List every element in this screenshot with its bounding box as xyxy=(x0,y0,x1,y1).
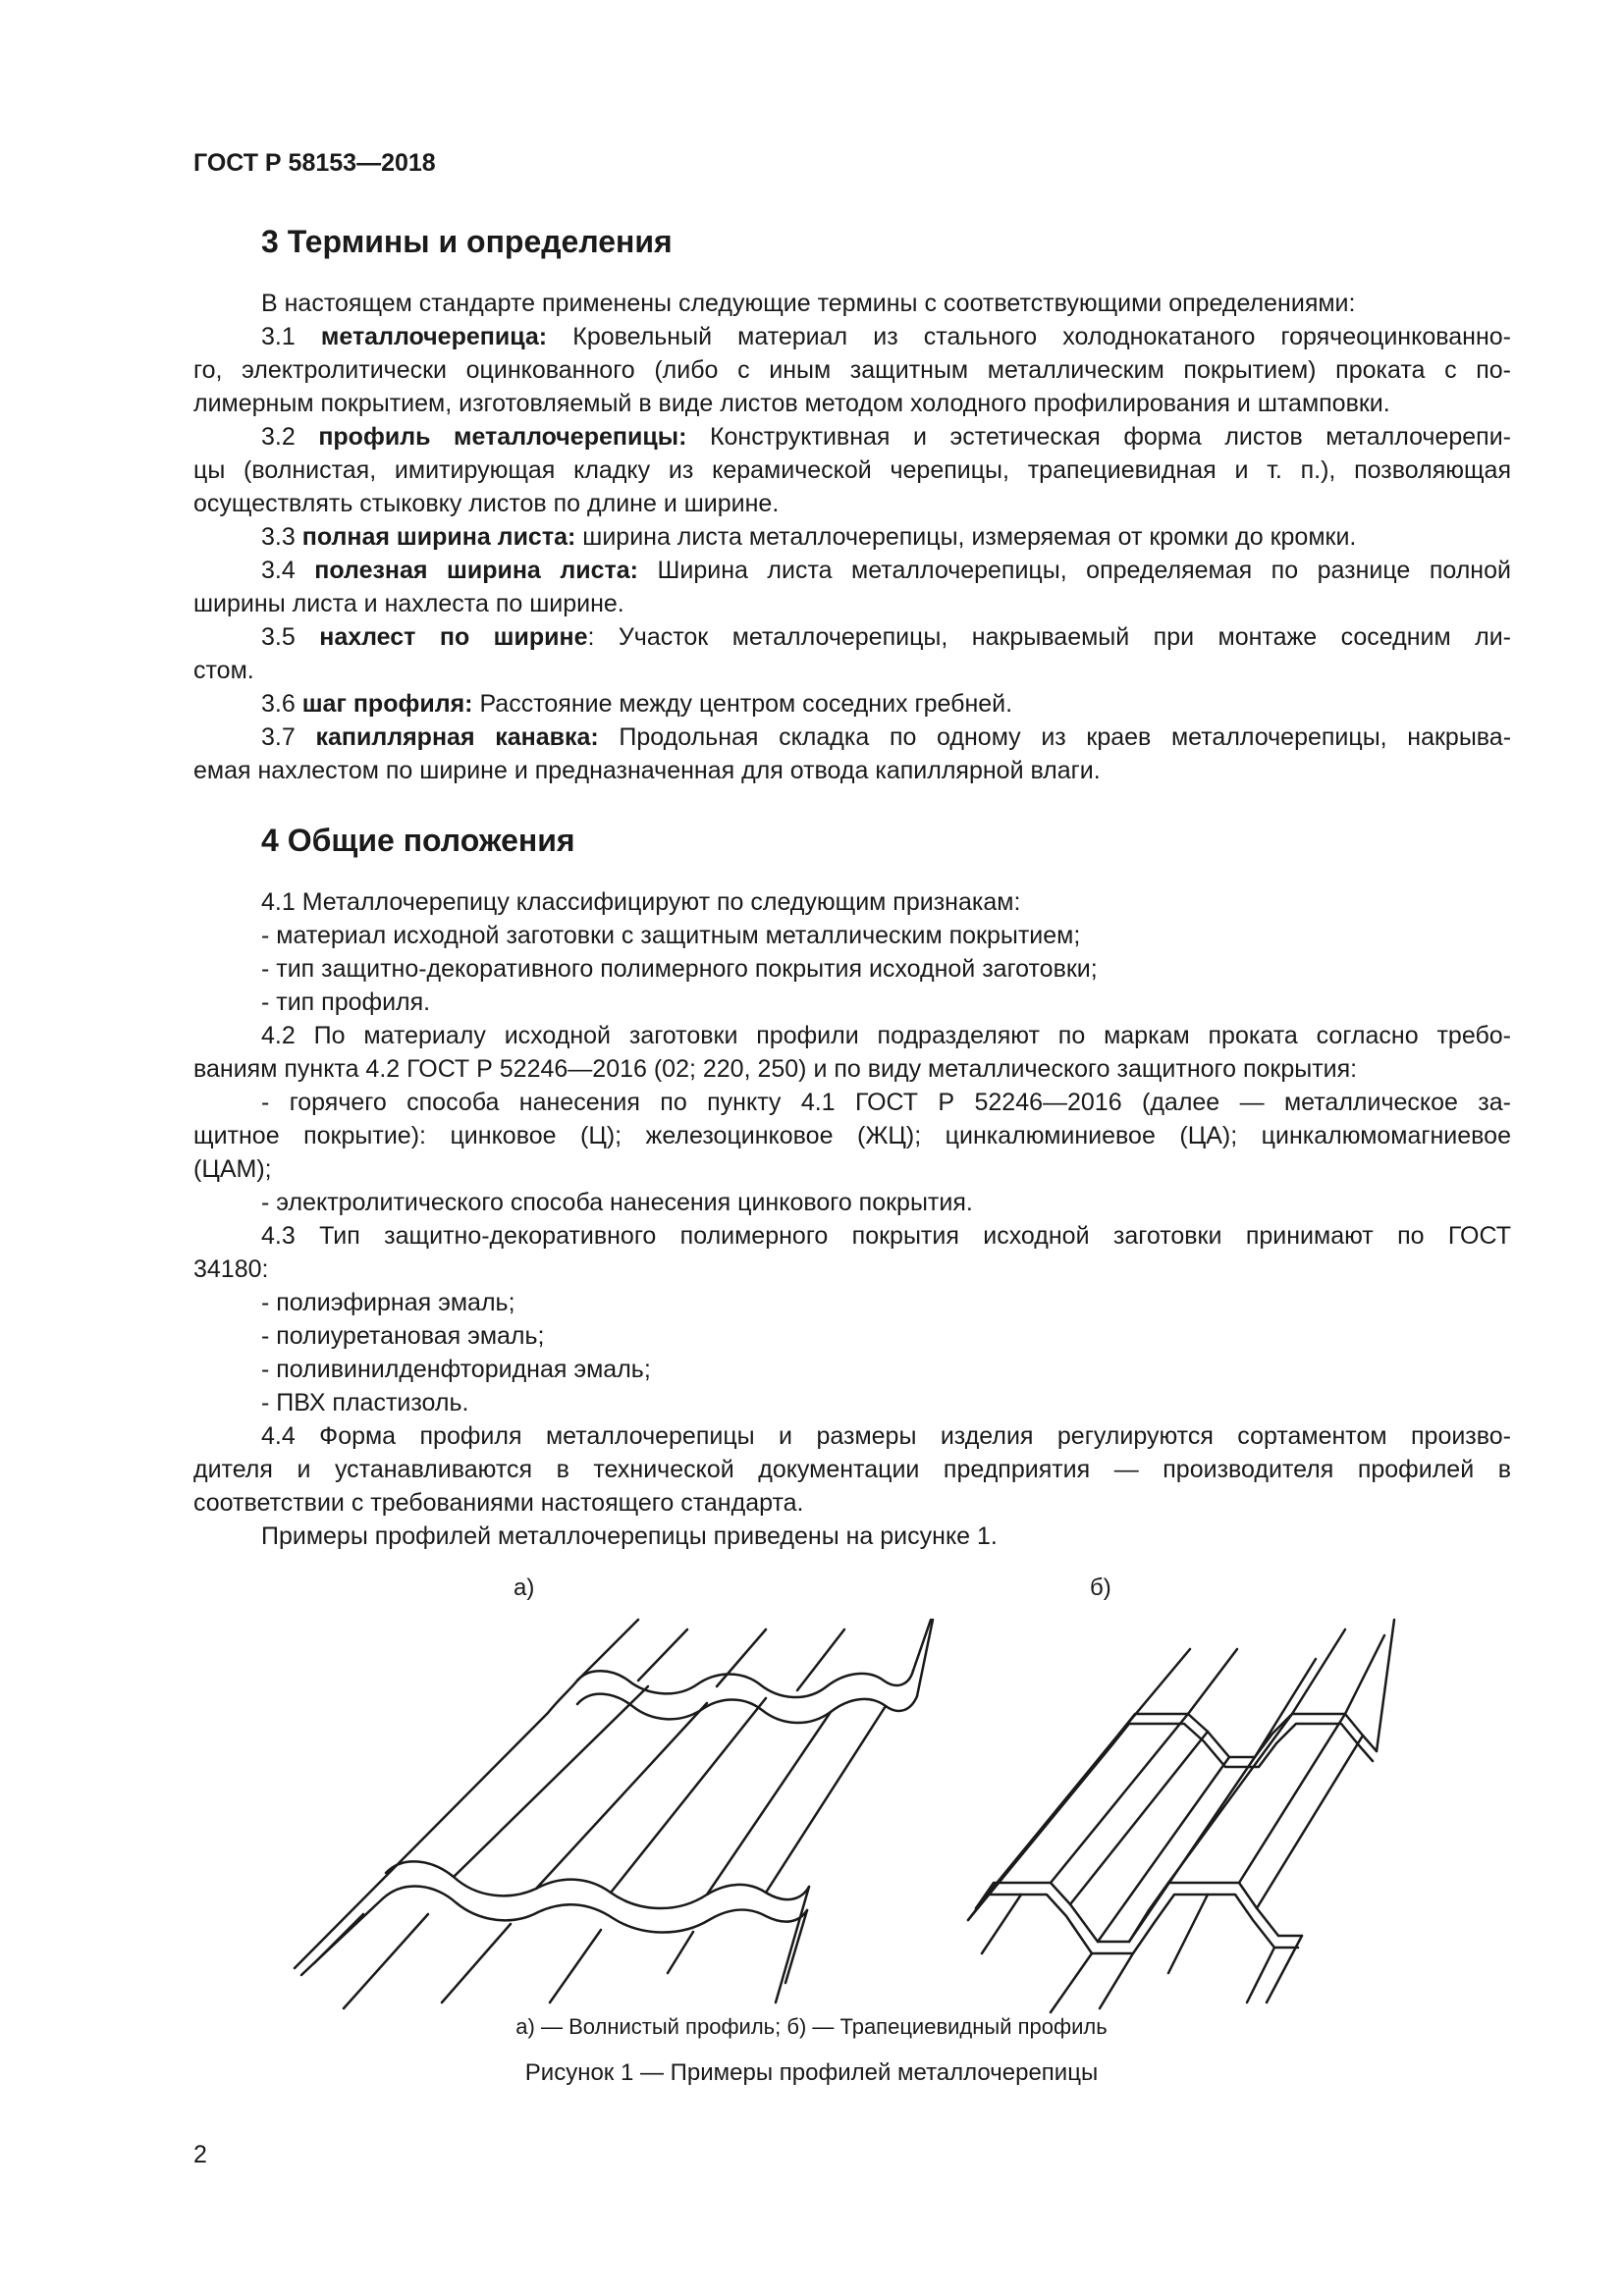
term-3-1: 3.1 металлочерепица: Кровельный материал из стального холоднокатаного горячеоцинкованно- xyxy=(261,323,1511,350)
list-item: - тип профиля. xyxy=(261,988,431,1016)
para-4-2-a-line2: щитное покрытие): цинковое (Ц); железоцинковое (ЖЦ); цинкалюминиевое (ЦА); цинкалюмомагниевое xyxy=(193,1122,1511,1149)
term-3-7-line2: емая нахлестом по ширине и предназначенная для отвода капиллярной влаги. xyxy=(193,757,1101,784)
list-item: - поливинилденфторидная эмаль; xyxy=(261,1356,651,1383)
term-3-5-line2: стом. xyxy=(193,657,254,684)
para-4-2-line2: ваниям пункта 4.2 ГОСТ Р 52246—2016 (02; 220, 250) и по виду металлического защитного покрытия: xyxy=(193,1055,1358,1083)
trapezoidal-profile-drawing xyxy=(968,1620,1394,2012)
section-4-title: 4 Общие положения xyxy=(261,823,575,858)
page-number: 2 xyxy=(193,2141,207,2168)
section-3-intro: В настоящем стандарте применены следующие термины с соответствующими определениями: xyxy=(261,290,1356,317)
para-4-3-line2: 34180: xyxy=(193,1255,269,1283)
figure-label-b: б) xyxy=(1090,1575,1111,1601)
para-4-2-b: - электролитического способа нанесения цинкового покрытия. xyxy=(261,1189,973,1216)
term-3-1-line2: го, электролитически оцинкованного (либо с иным защитным металлическим покрытием) проката с по- xyxy=(193,356,1511,384)
para-4-4-line4: Примеры профилей металлочерепицы приведены на рисунке 1. xyxy=(261,1522,998,1550)
figure-caption: Рисунок 1 — Примеры профилей металлочерепицы xyxy=(524,2059,1099,2086)
term-3-4: 3.4 полезная ширина листа: Ширина листа металлочерепицы, определяемая по разнице полной xyxy=(261,557,1511,584)
list-item: - тип защитно-декоративного полимерного покрытия исходной заготовки; xyxy=(261,955,1098,983)
term-3-2: 3.2 профиль металлочерепицы: Конструктивная и эстетическая форма листов металлочерепи- xyxy=(261,423,1511,451)
para-4-2-a: - горячего способа нанесения по пункту 4.1 ГОСТ Р 52246—2016 (далее — металлическое за- xyxy=(261,1089,1511,1116)
figure-legend: а) — Волнистый профиль; б) — Трапециевидный профиль xyxy=(515,2014,1108,2039)
list-item: - полиуретановая эмаль; xyxy=(261,1322,545,1350)
para-4-4: 4.4 Форма профиля металлочерепицы и размеры изделия регулируются сортаментом произво- xyxy=(261,1422,1511,1450)
term-3-5: 3.5 нахлест по ширине: Участок металлочерепицы, накрываемый при монтаже соседним ли- xyxy=(261,623,1511,651)
document-header: ГОСТ Р 58153—2018 xyxy=(193,149,436,177)
list-item: - материал исходной заготовки с защитным металлическим покрытием; xyxy=(261,922,1081,949)
term-3-2-line3: осуществлять стыковку листов по длине и ширине. xyxy=(193,490,780,517)
para-4-1: 4.1 Металлочерепицу классифицируют по следующим признакам: xyxy=(261,888,1021,916)
term-3-7: 3.7 капиллярная канавка: Продольная складка по одному из краев металлочерепицы, накрыва- xyxy=(261,723,1512,751)
wavy-profile-drawing xyxy=(295,1620,933,2008)
figure-label-a: а) xyxy=(514,1575,535,1601)
para-4-4-line2: дителя и устанавливаются в технической документации предприятия — производителя профилей в xyxy=(193,1456,1511,1483)
para-4-3: 4.3 Тип защитно-декоративного полимерного покрытия исходной заготовки принимают по ГОСТ xyxy=(261,1222,1511,1250)
para-4-2-a-line3: (ЦАМ); xyxy=(193,1155,272,1183)
term-3-6: 3.6 шаг профиля: Расстояние между центром соседних гребней. xyxy=(261,690,1013,718)
para-4-2: 4.2 По материалу исходной заготовки профили подразделяют по маркам проката согласно требо- xyxy=(261,1022,1511,1049)
term-3-3: 3.3 полная ширина листа: ширина листа металлочерепицы, измеряемая от кромки до кромки. xyxy=(261,523,1357,551)
term-3-4-line2: ширины листа и нахлеста по ширине. xyxy=(193,590,624,617)
list-item: - ПВХ пластизоль. xyxy=(261,1389,469,1416)
section-3-title: 3 Термины и определения xyxy=(261,224,673,259)
list-item: - полиэфирная эмаль; xyxy=(261,1289,515,1316)
term-3-1-line3: лимерным покрытием, изготовляемый в виде листов методом холодного профилирования и штамповки. xyxy=(193,390,1390,417)
term-3-2-line2: цы (волнистая, имитирующая кладку из керамической черепицы, трапециевидная и т. п.), позволяющая xyxy=(193,456,1511,484)
para-4-4-line3: соответствии с требованиями настоящего стандарта. xyxy=(193,1489,804,1517)
